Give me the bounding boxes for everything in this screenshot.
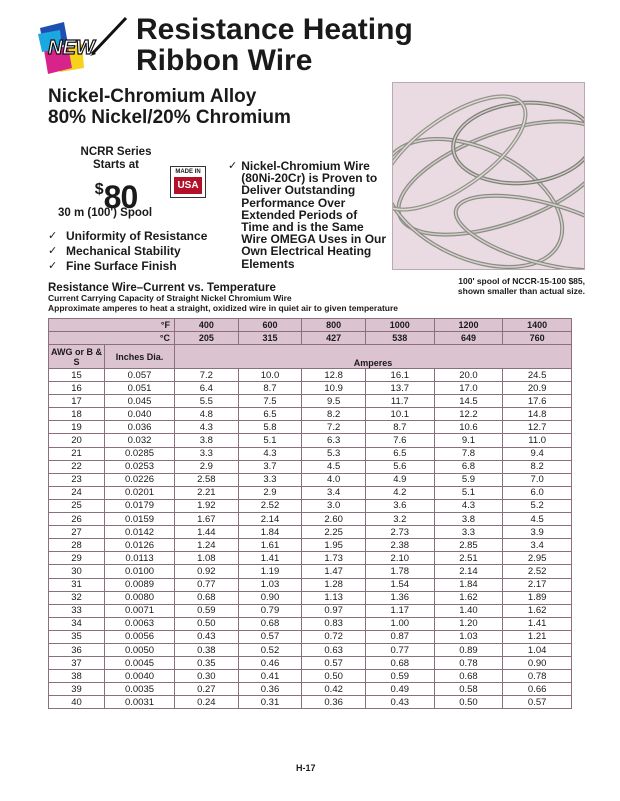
feature-item — [48, 229, 207, 244]
diameter-cell: 0.0045 — [105, 657, 175, 670]
amperes-cell: 2.25 — [302, 526, 366, 539]
amperes-cell: 0.30 — [175, 670, 239, 683]
caption-line2: shown smaller than actual size. — [457, 286, 585, 296]
amperes-cell: 0.66 — [503, 683, 572, 696]
amperes-cell: 0.43 — [365, 696, 434, 709]
awg-cell: 36 — [49, 643, 105, 656]
amperes-cell: 10.1 — [365, 408, 434, 421]
amperes-cell: 0.57 — [238, 630, 302, 643]
amperes-cell: 4.2 — [365, 486, 434, 499]
amperes-cell: 2.73 — [365, 526, 434, 539]
table-row — [49, 447, 572, 460]
table-row — [49, 643, 572, 656]
dollar-sign: $ — [94, 181, 103, 198]
amperes-cell: 8.7 — [238, 382, 302, 395]
amperes-cell: 14.5 — [434, 395, 503, 408]
amperes-cell: 0.50 — [302, 670, 366, 683]
series-label: NCRR Series — [80, 146, 152, 158]
amperes-cell: 0.97 — [302, 604, 366, 617]
checkmark-icon: ✓ — [48, 245, 58, 257]
feature-list — [48, 229, 207, 274]
amperes-cell: 0.78 — [434, 657, 503, 670]
amperes-cell: 5.2 — [503, 499, 572, 512]
awg-cell: 38 — [49, 670, 105, 683]
amperes-cell: 1.41 — [238, 552, 302, 565]
amperes-cell: 0.83 — [302, 617, 366, 630]
diameter-cell: 0.0031 — [105, 696, 175, 709]
diameter-cell: 0.051 — [105, 382, 175, 395]
diameter-cell: 0.0159 — [105, 513, 175, 526]
amperes-cell: 0.59 — [175, 604, 239, 617]
amperes-cell: 0.35 — [175, 657, 239, 670]
amperes-cell: 7.0 — [503, 473, 572, 486]
diameter-cell: 0.0071 — [105, 604, 175, 617]
amperes-cell: 9.1 — [434, 434, 503, 447]
amperes-cell: 3.3 — [175, 447, 239, 460]
awg-cell: 26 — [49, 513, 105, 526]
feature-label: Fine Surface Finish — [66, 259, 177, 273]
fahrenheit-label: °F — [49, 319, 175, 332]
table-row — [49, 382, 572, 395]
section-sub1: Current Carrying Capacity of Straight Nickel Chromium Wire — [48, 293, 292, 303]
diameter-cell: 0.057 — [105, 369, 175, 382]
diameter-cell: 0.0253 — [105, 460, 175, 473]
celsius-label: °C — [49, 332, 175, 345]
amperes-cell: 2.17 — [503, 578, 572, 591]
amperes-cell: 3.8 — [175, 434, 239, 447]
awg-cell: 25 — [49, 499, 105, 512]
amperes-cell: 4.3 — [238, 447, 302, 460]
awg-cell: 22 — [49, 460, 105, 473]
amperes-cell: 3.8 — [434, 513, 503, 526]
amperes-cell: 5.1 — [434, 486, 503, 499]
awg-cell: 20 — [49, 434, 105, 447]
amperes-cell: 7.2 — [175, 369, 239, 382]
temp-c: 205 — [175, 332, 239, 345]
amperes-cell: 3.3 — [434, 526, 503, 539]
spool-label: 30 m (100') Spool — [58, 207, 153, 219]
amperes-cell: 4.5 — [302, 460, 366, 473]
amperes-cell: 1.17 — [365, 604, 434, 617]
diameter-cell: 0.0089 — [105, 578, 175, 591]
amperes-cell: 1.28 — [302, 578, 366, 591]
awg-cell: 37 — [49, 657, 105, 670]
amperes-cell: 2.85 — [434, 539, 503, 552]
temp-c: 315 — [238, 332, 302, 345]
price-amount: 80 — [103, 179, 138, 215]
current-vs-temperature-table — [48, 318, 572, 709]
amperes-cell: 12.7 — [503, 421, 572, 434]
amperes-cell: 2.51 — [434, 552, 503, 565]
table-row — [49, 473, 572, 486]
amperes-cell: 13.7 — [365, 382, 434, 395]
made-in-usa-badge — [170, 166, 206, 198]
table-row — [49, 552, 572, 565]
amperes-cell: 11.0 — [503, 434, 572, 447]
amperes-cell: 0.63 — [302, 643, 366, 656]
amperes-cell: 0.41 — [238, 670, 302, 683]
amperes-cell: 0.77 — [175, 578, 239, 591]
amperes-cell: 17.0 — [434, 382, 503, 395]
amperes-cell: 2.14 — [238, 513, 302, 526]
amperes-cell: 4.8 — [175, 408, 239, 421]
amperes-cell: 2.52 — [238, 499, 302, 512]
amperes-cell: 0.77 — [365, 643, 434, 656]
amperes-cell: 2.21 — [175, 486, 239, 499]
amperes-cell: 1.04 — [503, 643, 572, 656]
amperes-cell: 2.9 — [238, 486, 302, 499]
awg-cell: 30 — [49, 565, 105, 578]
section-sub2: Approximate amperes to heat a straight, oxidized wire in quiet air to given temperature — [48, 302, 398, 313]
amperes-cell: 2.10 — [365, 552, 434, 565]
amperes-cell: 1.03 — [238, 578, 302, 591]
title-line1: Resistance Heating — [136, 13, 413, 46]
amperes-cell: 0.89 — [434, 643, 503, 656]
amperes-cell: 0.27 — [175, 683, 239, 696]
amperes-cell: 1.21 — [503, 630, 572, 643]
diameter-cell: 0.045 — [105, 395, 175, 408]
right-feature-text: Nickel-Chromium Wire (80Ni-20Cr) is Proven to Deliver Outstanding Performance Over Extended Periods of Time and is the Same Wire OMEGA Uses in Our Own Electrical Heating Elements — [241, 159, 387, 271]
fahrenheit-row — [49, 319, 572, 332]
amperes-cell: 1.89 — [503, 591, 572, 604]
amperes-cell: 6.5 — [365, 447, 434, 460]
diameter-cell: 0.0050 — [105, 643, 175, 656]
amperes-cell: 3.6 — [365, 499, 434, 512]
amperes-cell: 1.40 — [434, 604, 503, 617]
diameter-cell: 0.0063 — [105, 617, 175, 630]
amperes-cell: 1.84 — [434, 578, 503, 591]
amperes-cell: 0.90 — [238, 591, 302, 604]
subtitle-line2: 80% Nickel/20% Chromium — [48, 107, 291, 128]
amperes-cell: 2.14 — [434, 565, 503, 578]
amperes-cell: 1.62 — [434, 591, 503, 604]
amperes-cell: 2.60 — [302, 513, 366, 526]
amperes-cell: 0.59 — [365, 670, 434, 683]
amperes-cell: 2.52 — [503, 565, 572, 578]
column-header-row — [49, 345, 572, 369]
awg-cell: 32 — [49, 591, 105, 604]
section-subtitle — [48, 294, 398, 313]
awg-cell: 34 — [49, 617, 105, 630]
table-row — [49, 395, 572, 408]
diameter-cell: 0.0226 — [105, 473, 175, 486]
awg-cell: 40 — [49, 696, 105, 709]
temp-f: 1200 — [434, 319, 503, 332]
awg-cell: 18 — [49, 408, 105, 421]
amperes-cell: 0.78 — [503, 670, 572, 683]
caption-line1: 100' spool of NCCR-15-100 $85, — [458, 276, 585, 286]
amperes-cell: 6.3 — [302, 434, 366, 447]
table-row — [49, 434, 572, 447]
temp-f: 800 — [302, 319, 366, 332]
amperes-cell: 1.00 — [365, 617, 434, 630]
amperes-cell: 1.47 — [302, 565, 366, 578]
amperes-cell: 4.3 — [175, 421, 239, 434]
awg-cell: 29 — [49, 552, 105, 565]
diameter-cell: 0.0100 — [105, 565, 175, 578]
table-row — [49, 408, 572, 421]
awg-cell: 23 — [49, 473, 105, 486]
amperes-cell: 0.50 — [175, 617, 239, 630]
amperes-cell: 4.0 — [302, 473, 366, 486]
temp-c: 649 — [434, 332, 503, 345]
amperes-cell: 0.90 — [503, 657, 572, 670]
amperes-cell: 1.03 — [434, 630, 503, 643]
amperes-cell: 1.41 — [503, 617, 572, 630]
amperes-cell: 10.6 — [434, 421, 503, 434]
amperes-cell: 0.87 — [365, 630, 434, 643]
amperes-cell: 0.92 — [175, 565, 239, 578]
starts-at-label: Starts at — [92, 159, 140, 171]
amperes-cell: 0.38 — [175, 643, 239, 656]
temp-f: 600 — [238, 319, 302, 332]
table-row — [49, 421, 572, 434]
amperes-cell: 2.38 — [365, 539, 434, 552]
amperes-cell: 0.46 — [238, 657, 302, 670]
table-row — [49, 526, 572, 539]
amperes-cell: 5.9 — [434, 473, 503, 486]
amperes-cell: 1.61 — [238, 539, 302, 552]
amperes-cell: 2.95 — [503, 552, 572, 565]
table-row — [49, 499, 572, 512]
feature-item — [48, 244, 207, 259]
amperes-cell: 9.5 — [302, 395, 366, 408]
amperes-cell: 0.24 — [175, 696, 239, 709]
price-promo — [66, 146, 166, 215]
diameter-cell: 0.0285 — [105, 447, 175, 460]
amperes-cell: 1.73 — [302, 552, 366, 565]
amperes-cell: 0.57 — [302, 657, 366, 670]
temp-f: 400 — [175, 319, 239, 332]
awg-cell: 28 — [49, 539, 105, 552]
amperes-cell: 7.2 — [302, 421, 366, 434]
amperes-cell: 1.67 — [175, 513, 239, 526]
amperes-cell: 4.5 — [503, 513, 572, 526]
diameter-cell: 0.0142 — [105, 526, 175, 539]
amperes-cell: 1.08 — [175, 552, 239, 565]
amperes-cell: 3.0 — [302, 499, 366, 512]
page-subtitle — [48, 86, 291, 128]
table-row — [49, 591, 572, 604]
amperes-cell: 7.6 — [365, 434, 434, 447]
table-row — [49, 460, 572, 473]
ribbon-wire-photo — [392, 82, 585, 270]
amperes-cell: 6.0 — [503, 486, 572, 499]
temp-c: 760 — [503, 332, 572, 345]
amperes-cell: 0.58 — [434, 683, 503, 696]
amperes-cell: 5.3 — [302, 447, 366, 460]
amperes-cell: 0.79 — [238, 604, 302, 617]
amperes-cell: 2.58 — [175, 473, 239, 486]
amperes-cell: 5.1 — [238, 434, 302, 447]
page-title — [136, 14, 413, 76]
amperes-cell: 0.36 — [302, 696, 366, 709]
amperes-cell: 1.44 — [175, 526, 239, 539]
awg-cell: 17 — [49, 395, 105, 408]
feature-label: Mechanical Stability — [66, 244, 181, 258]
amperes-cell: 5.6 — [365, 460, 434, 473]
table-row — [49, 369, 572, 382]
amperes-cell: 8.2 — [302, 408, 366, 421]
awg-cell: 27 — [49, 526, 105, 539]
table-row — [49, 486, 572, 499]
awg-cell: 15 — [49, 369, 105, 382]
amperes-cell: 1.20 — [434, 617, 503, 630]
amperes-cell: 1.84 — [238, 526, 302, 539]
table-row — [49, 617, 572, 630]
diameter-cell: 0.0126 — [105, 539, 175, 552]
amperes-cell: 10.0 — [238, 369, 302, 382]
diameter-cell: 0.036 — [105, 421, 175, 434]
amperes-cell: 1.92 — [175, 499, 239, 512]
awg-cell: 21 — [49, 447, 105, 460]
amperes-cell: 4.3 — [434, 499, 503, 512]
amperes-cell: 1.54 — [365, 578, 434, 591]
title-line2: Ribbon Wire — [136, 44, 313, 77]
diameter-cell: 0.0113 — [105, 552, 175, 565]
amperes-cell: 0.68 — [175, 591, 239, 604]
amperes-cell: 6.5 — [238, 408, 302, 421]
temp-f: 1400 — [503, 319, 572, 332]
right-feature — [228, 160, 388, 270]
amperes-cell: 24.5 — [503, 369, 572, 382]
amperes-cell: 2.9 — [175, 460, 239, 473]
amperes-cell: 20.9 — [503, 382, 572, 395]
temp-c: 538 — [365, 332, 434, 345]
diameter-cell: 0.040 — [105, 408, 175, 421]
checkmark-icon: ✓ — [48, 230, 58, 242]
amperes-cell: 6.8 — [434, 460, 503, 473]
amperes-cell: 0.50 — [434, 696, 503, 709]
amperes-cell: 5.8 — [238, 421, 302, 434]
amperes-cell: 0.52 — [238, 643, 302, 656]
amperes-cell: 1.36 — [365, 591, 434, 604]
feature-item — [48, 259, 207, 274]
feature-label: Uniformity of Resistance — [66, 229, 208, 243]
checkmark-icon: ✓ — [48, 260, 58, 272]
amperes-cell: 17.6 — [503, 395, 572, 408]
amperes-cell: 9.4 — [503, 447, 572, 460]
temp-c: 427 — [302, 332, 366, 345]
awg-cell: 33 — [49, 604, 105, 617]
amperes-cell: 7.5 — [238, 395, 302, 408]
temp-f: 1000 — [365, 319, 434, 332]
awg-cell: 19 — [49, 421, 105, 434]
diameter-cell: 0.0179 — [105, 499, 175, 512]
diameter-cell: 0.0080 — [105, 591, 175, 604]
table-row — [49, 513, 572, 526]
amperes-cell: 1.19 — [238, 565, 302, 578]
amperes-cell: 1.78 — [365, 565, 434, 578]
awg-cell: 35 — [49, 630, 105, 643]
amperes-cell: 3.2 — [365, 513, 434, 526]
amperes-header: Amperes — [175, 345, 572, 369]
amperes-cell: 14.8 — [503, 408, 572, 421]
celsius-row — [49, 332, 572, 345]
table-row — [49, 683, 572, 696]
diameter-cell: 0.0035 — [105, 683, 175, 696]
amperes-cell: 0.68 — [434, 670, 503, 683]
photo-caption — [400, 276, 585, 296]
amperes-cell: 3.3 — [238, 473, 302, 486]
amperes-cell: 0.36 — [238, 683, 302, 696]
amperes-cell: 8.7 — [365, 421, 434, 434]
amperes-cell: 0.57 — [503, 696, 572, 709]
made-in-label: MADE IN — [175, 169, 201, 175]
awg-cell: 24 — [49, 486, 105, 499]
table-row — [49, 630, 572, 643]
table-row — [49, 565, 572, 578]
amperes-cell: 1.95 — [302, 539, 366, 552]
amperes-cell: 0.68 — [238, 617, 302, 630]
amperes-cell: 1.24 — [175, 539, 239, 552]
table-row — [49, 578, 572, 591]
diameter-cell: 0.0040 — [105, 670, 175, 683]
table-body — [49, 369, 572, 709]
amperes-cell: 0.49 — [365, 683, 434, 696]
page-number: H-17 — [296, 763, 316, 773]
amperes-cell: 1.62 — [503, 604, 572, 617]
table-row — [49, 539, 572, 552]
table-row — [49, 657, 572, 670]
usa-label: USA — [174, 177, 202, 194]
amperes-cell: 20.0 — [434, 369, 503, 382]
awg-header: AWG or B & S — [49, 345, 105, 369]
checkmark-icon: ✓ — [228, 160, 238, 172]
amperes-cell: 8.2 — [503, 460, 572, 473]
amperes-cell: 7.8 — [434, 447, 503, 460]
amperes-cell: 12.2 — [434, 408, 503, 421]
awg-cell: 39 — [49, 683, 105, 696]
new-logo-text: NEW — [48, 37, 95, 59]
table-row — [49, 604, 572, 617]
amperes-cell: 3.4 — [503, 539, 572, 552]
awg-cell: 31 — [49, 578, 105, 591]
amperes-cell: 6.4 — [175, 382, 239, 395]
diameter-cell: 0.0056 — [105, 630, 175, 643]
diameter-cell: 0.032 — [105, 434, 175, 447]
amperes-cell: 3.9 — [503, 526, 572, 539]
amperes-cell: 4.9 — [365, 473, 434, 486]
subtitle-line1: Nickel-Chromium Alloy — [48, 86, 257, 107]
amperes-cell: 11.7 — [365, 395, 434, 408]
section-title: Resistance Wire–Current vs. Temperature — [48, 282, 276, 294]
amperes-cell: 12.8 — [302, 369, 366, 382]
amperes-cell: 0.31 — [238, 696, 302, 709]
amperes-cell: 5.5 — [175, 395, 239, 408]
amperes-cell: 0.42 — [302, 683, 366, 696]
amperes-cell: 0.72 — [302, 630, 366, 643]
amperes-cell: 10.9 — [302, 382, 366, 395]
awg-cell: 16 — [49, 382, 105, 395]
table-row — [49, 670, 572, 683]
amperes-cell: 3.4 — [302, 486, 366, 499]
table-row — [49, 696, 572, 709]
amperes-cell: 0.68 — [365, 657, 434, 670]
diameter-header: Inches Dia. — [105, 345, 175, 369]
amperes-cell: 0.43 — [175, 630, 239, 643]
amperes-cell: 16.1 — [365, 369, 434, 382]
new-logo — [34, 14, 130, 84]
amperes-cell: 3.7 — [238, 460, 302, 473]
diameter-cell: 0.0201 — [105, 486, 175, 499]
amperes-cell: 1.13 — [302, 591, 366, 604]
